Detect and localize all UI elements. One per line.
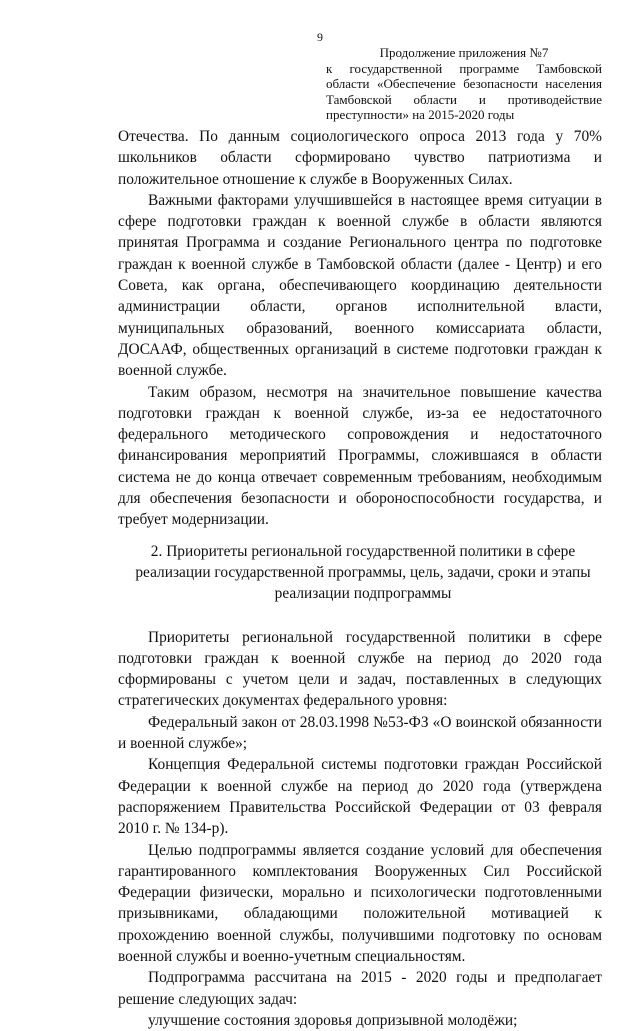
appendix-header [326,45,602,123]
paragraph: Приоритеты региональной государственной политики в сфере подготовки граждан к военной службе на период до 2020 года сформированы с учетом цели и задач, поставленных в следующих стратегических документах федерального уровня: [118,628,602,710]
paragraph: Важными факторами улучшившейся в настоящее время ситуации в сфере подготовки граждан к военной службе в области являются принятая Программа и создание Регионального центра по подготовке граждан к военной службе в Тамбовской области (далее - Центр) и его Совета, как органа, обеспечивающего координацию деятельности администрации области, органов исполнительной власти, муниципальных образований, военного комиссариата области, ДОСААФ, общественных организаций в системе подготовки граждан к военной службе. [118,191,602,380]
paragraph: Подпрограмма рассчитана на 2015 - 2020 годы и предполагает решение следующих задач: [118,969,602,1008]
appendix-header-title: Продолжение приложения №7 [379,45,549,60]
appendix-header-text: к государственной программе Тамбовской области «Обеспечение безопасности населения Тамбовской области и противодействие преступности» на 2015-2020 годы [326,60,602,122]
paragraph: Целью подпрограммы является создание условий для обеспечения гарантированного комплектования Вооруженных Сил Российской Федерации физически, морально и психологически подготовленными призывниками, обладающими положительной мотивацией к прохождению военной службы, получившими подготовку по основам военной службы и военно-учетным специальностям. [118,841,602,965]
paragraph: Таким образом, несмотря на значительное повышение качества подготовки граждан к военной службе, из-за ее недостаточного федерального методического сопровождения и недостаточного финансирования мероприятий Программы, сложившаяся в области система не до конца отвечает современным требованиям, необходимым для обеспечения безопасности и обороноспособности государства, и требует модернизации. [118,383,602,529]
paragraph: Концепция Федеральной системы подготовки граждан Российской Федерации к военной службе на период до 2020 года (утверждена распоряжением Правительства Российской Федерации от 03 февраля 2010 г. № 134-р). [118,756,602,838]
paragraph: улучшение состояния здоровья допризывной молодёжи; [148,1011,518,1029]
paragraph: Отечества. По данным социологического опроса 2013 года у 70% школьников области сформировано чувство патриотизма и положительное отношение к службе в Вооруженных Силах. [118,128,602,188]
paragraph: Федеральный закон от 28.03.1998 №53-ФЗ «О воинской обязанности и военной службе»; [118,713,602,753]
document-body [118,126,602,1031]
page-number: 9 [317,30,323,44]
section-heading: 2. Приоритеты региональной государственной политики в сфере реализации государственной программы, цель, задачи, сроки и этапы реализации подпрограммы [135,542,591,603]
